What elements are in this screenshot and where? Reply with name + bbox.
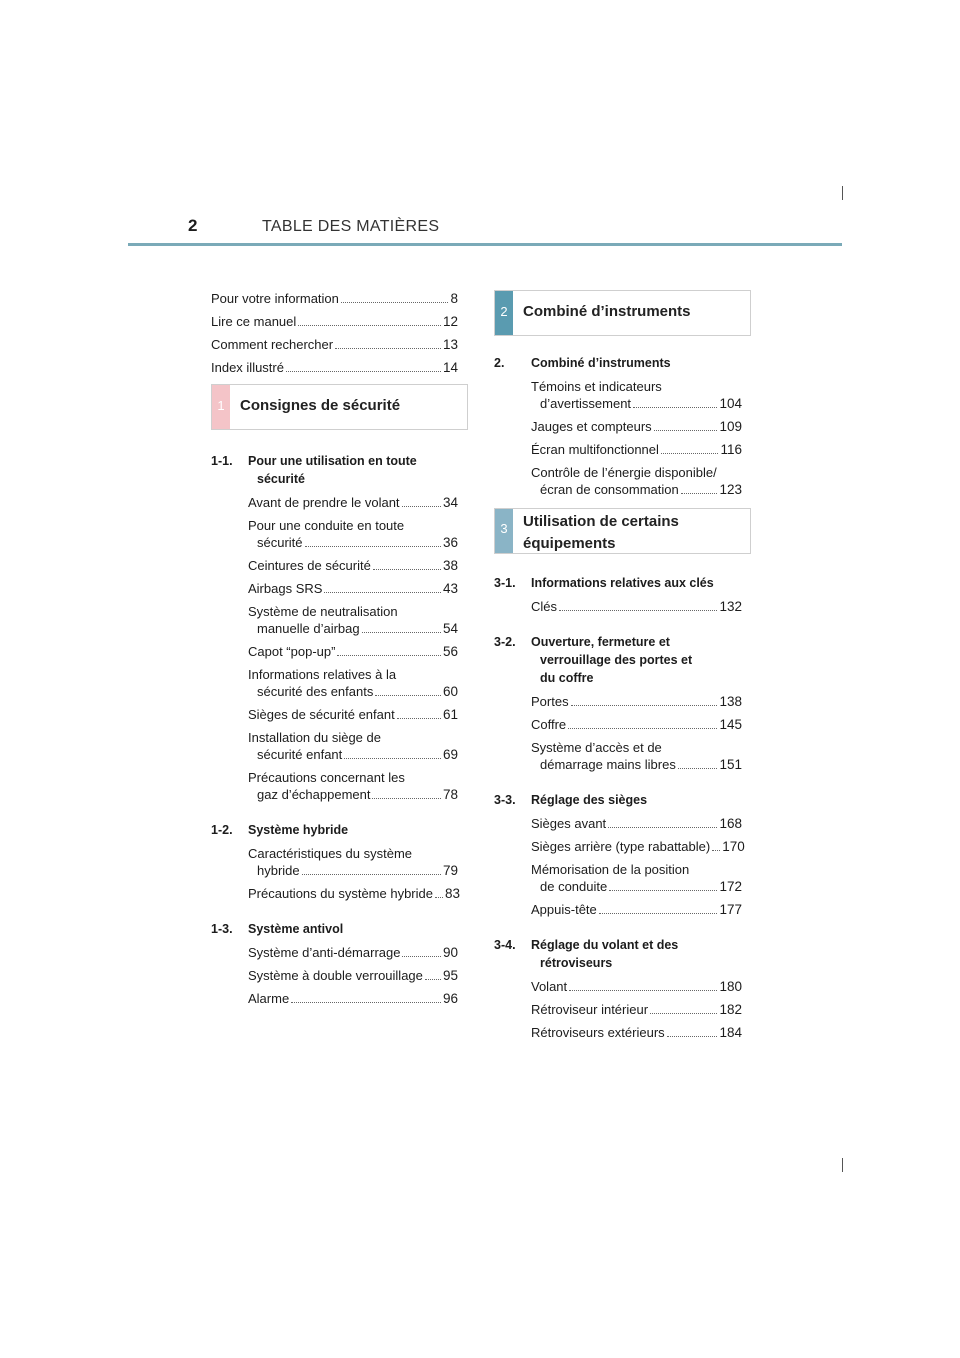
chapter-entries [531,978,742,1041]
leader-dots [633,407,717,408]
entry-label: Sièges avant [531,816,607,831]
entry-page: 78 [442,787,458,802]
entry-label: Index illustré [211,360,284,375]
toc-entry[interactable] [248,580,458,597]
entry-label: Système à double verrouillage [248,968,423,983]
chapter-title-line: verrouillage des portes et [540,653,693,667]
leader-dots [435,897,443,898]
entry-label: Pour votre information [211,291,339,306]
entry-label: Pour une conduite en toute [248,518,405,533]
section-title: Combiné d’instruments [523,303,691,320]
entry-page: 116 [720,442,742,457]
toc-entry[interactable] [531,978,742,995]
entry-page: 170 [722,839,745,854]
chapter-entries [248,944,458,1007]
leader-dots [341,302,449,303]
leader-dots [362,632,441,633]
toc-left-column [211,284,461,1007]
crop-mark-top [842,186,843,200]
chapter-heading[interactable] [494,354,750,372]
entry-page: 180 [719,979,742,994]
toc-entry[interactable] [248,990,458,1007]
chapter-heading[interactable] [211,821,458,839]
chapter-heading[interactable] [211,452,458,488]
leader-dots [654,430,718,431]
toc-entry[interactable] [211,313,458,330]
entry-label-cont: de conduite [540,879,608,894]
chapter-title: Combiné d’instruments [531,356,671,370]
leader-dots [397,718,441,719]
leader-dots [599,913,718,914]
entry-label: Sièges de sécurité enfant [248,707,395,722]
toc-entry[interactable] [531,418,742,435]
entry-label: Informations relatives à la [248,667,397,682]
chapter-number: 1-2. [211,823,233,837]
toc-entry[interactable] [531,441,742,458]
leader-dots [402,956,441,957]
leader-dots [344,758,441,759]
leader-dots [373,569,441,570]
section-title-line: Utilisation de certains [523,513,679,530]
entry-label: Contrôle de l’énergie disponible/ [531,465,717,480]
toc-entry[interactable] [248,845,458,879]
entry-label: Capot “pop-up” [248,644,336,659]
toc-entry[interactable] [531,838,745,855]
chapter-heading[interactable] [494,633,750,687]
entry-label: Lire ce manuel [211,314,297,329]
entry-page: 109 [719,419,742,434]
intro-list [211,290,458,376]
entry-page: 95 [442,968,458,983]
toc-right-column [494,290,750,1041]
leader-dots [681,493,718,494]
entry-label: Installation du siège de [248,730,381,745]
entry-page: 43 [442,581,458,596]
toc-entry[interactable] [531,598,742,615]
entry-label: Portes [531,694,569,709]
toc-entry[interactable] [248,494,458,511]
toc-entry[interactable] [248,517,458,551]
toc-entry[interactable] [531,464,742,498]
section-title-line: équipements [523,535,616,552]
entry-page: 60 [442,684,458,699]
leader-dots [375,695,441,696]
chapter-number: 3-3. [494,793,516,807]
chapter-title: Système hybride [248,823,349,837]
section-tab: 1 [212,385,230,429]
chapter-entries [248,845,461,902]
leader-dots [298,325,441,326]
toc-entry[interactable] [531,1001,742,1018]
entry-page: 8 [450,291,458,306]
entry-page: 151 [719,757,742,772]
leader-dots [571,705,718,706]
entry-label: Alarme [248,991,290,1006]
chapter-entries [531,598,742,615]
entry-label-cont: sécurité enfant [257,747,343,762]
toc-entry[interactable] [248,643,458,660]
toc-entry[interactable] [211,336,458,353]
entry-page: 61 [442,707,458,722]
entry-label-cont: démarrage mains libres [540,757,676,772]
entry-page: 56 [442,644,458,659]
chapter-title: Système antivol [248,922,344,936]
section-header-2[interactable] [494,290,751,336]
entry-label: Sièges arrière (type rabattable) [531,839,711,854]
section-tab: 2 [495,291,513,335]
toc-entry[interactable] [531,378,742,412]
toc-entry[interactable] [531,739,742,773]
page-title: TABLE DES MATIÈRES [262,218,440,235]
chapter-entries [248,494,458,803]
leader-dots [661,453,719,454]
entry-label-cont: manuelle d’airbag [257,621,360,636]
chapter-number: 3-4. [494,938,516,952]
entry-label: Clés [531,599,558,614]
entry-page: 36 [442,535,458,550]
toc-entry[interactable] [531,693,742,710]
chapter-title-line: Réglage du volant et des [531,938,679,952]
leader-dots [372,798,440,799]
chapter-number: 2. [494,356,505,370]
toc-entry[interactable] [211,359,458,376]
chapter-entries [531,815,745,918]
leader-dots [425,979,441,980]
toc-entry[interactable] [531,716,742,733]
toc-entry[interactable] [248,666,458,700]
toc-entry[interactable] [248,729,458,763]
entry-label-cont: sécurité des enfants [257,684,374,699]
leader-dots [286,371,441,372]
leader-dots [650,1013,717,1014]
chapter-number: 1-3. [211,922,233,936]
toc-entry[interactable] [531,815,742,832]
leader-dots [402,506,441,507]
chapter-number: 3-1. [494,576,516,590]
entry-page: 54 [442,621,458,636]
entry-page: 184 [719,1025,742,1040]
entry-label: Avant de prendre le volant [248,495,400,510]
entry-page: 145 [719,717,742,732]
entry-label: Rétroviseur intérieur [531,1002,649,1017]
entry-label: Airbags SRS [248,581,323,596]
chapter-entries [531,693,742,773]
toc-entry[interactable] [248,769,458,803]
entry-page: 168 [719,816,742,831]
chapter-number: 3-2. [494,635,516,649]
chapter-title: Réglage des sièges [531,793,648,807]
entry-page: 34 [442,495,458,510]
entry-page: 104 [719,396,742,411]
toc-entry[interactable] [248,944,458,961]
entry-page: 90 [442,945,458,960]
entry-page: 83 [444,886,461,901]
leader-dots [569,990,717,991]
toc-entry[interactable] [531,1024,742,1041]
leader-dots [609,890,717,891]
entry-label-cont: d’avertissement [540,396,632,411]
entry-label: Rétroviseurs extérieurs [531,1025,665,1040]
entry-page: 38 [442,558,458,573]
section-header-3[interactable] [494,508,751,554]
leader-dots [678,768,718,769]
entry-label: Comment rechercher [211,337,334,352]
entry-page: 172 [719,879,742,894]
entry-label: Jauges et compteurs [531,419,652,434]
toc-entry[interactable] [248,967,458,984]
chapter-heading[interactable] [494,574,750,592]
entry-label: Écran multifonctionnel [531,442,659,457]
entry-label: Appuis-tête [531,902,597,917]
chapter-title-line: rétroviseurs [540,956,613,970]
entry-page: 14 [442,360,458,375]
chapter-title-line: Pour une utilisation en toute [248,454,417,468]
entry-page: 96 [442,991,458,1006]
leader-dots [302,874,441,875]
header-rule [128,243,842,246]
leader-dots [667,1036,718,1037]
leader-dots [608,827,717,828]
toc-entry[interactable] [211,290,458,307]
entry-page: 123 [719,482,742,497]
entry-page: 138 [719,694,742,709]
leader-dots [337,655,441,656]
entry-label: Ceintures de sécurité [248,558,371,573]
chapter-title-line: sécurité [257,472,305,486]
entry-label-cont: gaz d’échappement [257,787,371,802]
entry-label-cont: écran de consommation [540,482,679,497]
section-title: Consignes de sécurité [240,397,401,414]
chapter-entries [531,378,742,498]
entry-page: 177 [719,902,742,917]
entry-label-cont: hybride [257,863,300,878]
crop-mark-bottom [842,1158,843,1172]
entry-label-cont: sécurité [257,535,303,550]
chapter-title-line: Ouverture, fermeture et [531,635,670,649]
chapter-heading[interactable] [494,791,750,809]
entry-label: Précautions concernant les [248,770,405,785]
leader-dots [324,592,441,593]
section-header-1[interactable] [211,384,468,430]
toc-entry[interactable] [248,885,461,902]
leader-dots [305,546,441,547]
section-title [513,509,679,553]
leader-dots [559,610,717,611]
toc-entry[interactable] [248,706,458,723]
entry-label: Système d’accès et de [531,740,662,755]
leader-dots [335,348,441,349]
entry-page: 132 [719,599,742,614]
leader-dots [568,728,717,729]
entry-label: Caractéristiques du système [248,846,413,861]
chapter-heading[interactable] [211,920,458,938]
entry-page: 69 [442,747,458,762]
entry-label: Témoins et indicateurs [531,379,662,394]
entry-label: Précautions du système hybride [248,886,433,901]
toc-entry[interactable] [531,901,742,918]
toc-entry[interactable] [248,557,458,574]
entry-page: 12 [442,314,458,329]
toc-entry[interactable] [531,861,742,895]
chapter-title: Informations relatives aux clés [531,576,714,590]
leader-dots [712,850,720,851]
entry-page: 182 [719,1002,742,1017]
entry-label: Coffre [531,717,567,732]
chapter-title-line: du coffre [540,671,594,685]
chapter-number: 1-1. [211,454,233,468]
entry-label: Volant [531,979,568,994]
leader-dots [291,1002,441,1003]
chapter-title [531,633,692,687]
entry-label: Mémorisation de la position [531,862,690,877]
toc-entry[interactable] [248,603,458,637]
section-tab: 3 [495,509,513,553]
page-number: 2 [188,216,198,235]
chapter-heading[interactable] [494,936,750,972]
entry-label: Système de neutralisation [248,604,398,619]
entry-label: Système d’anti-démarrage [248,945,401,960]
entry-page: 79 [442,863,458,878]
entry-page: 13 [442,337,458,352]
chapter-title [248,452,417,488]
chapter-title [531,936,678,972]
